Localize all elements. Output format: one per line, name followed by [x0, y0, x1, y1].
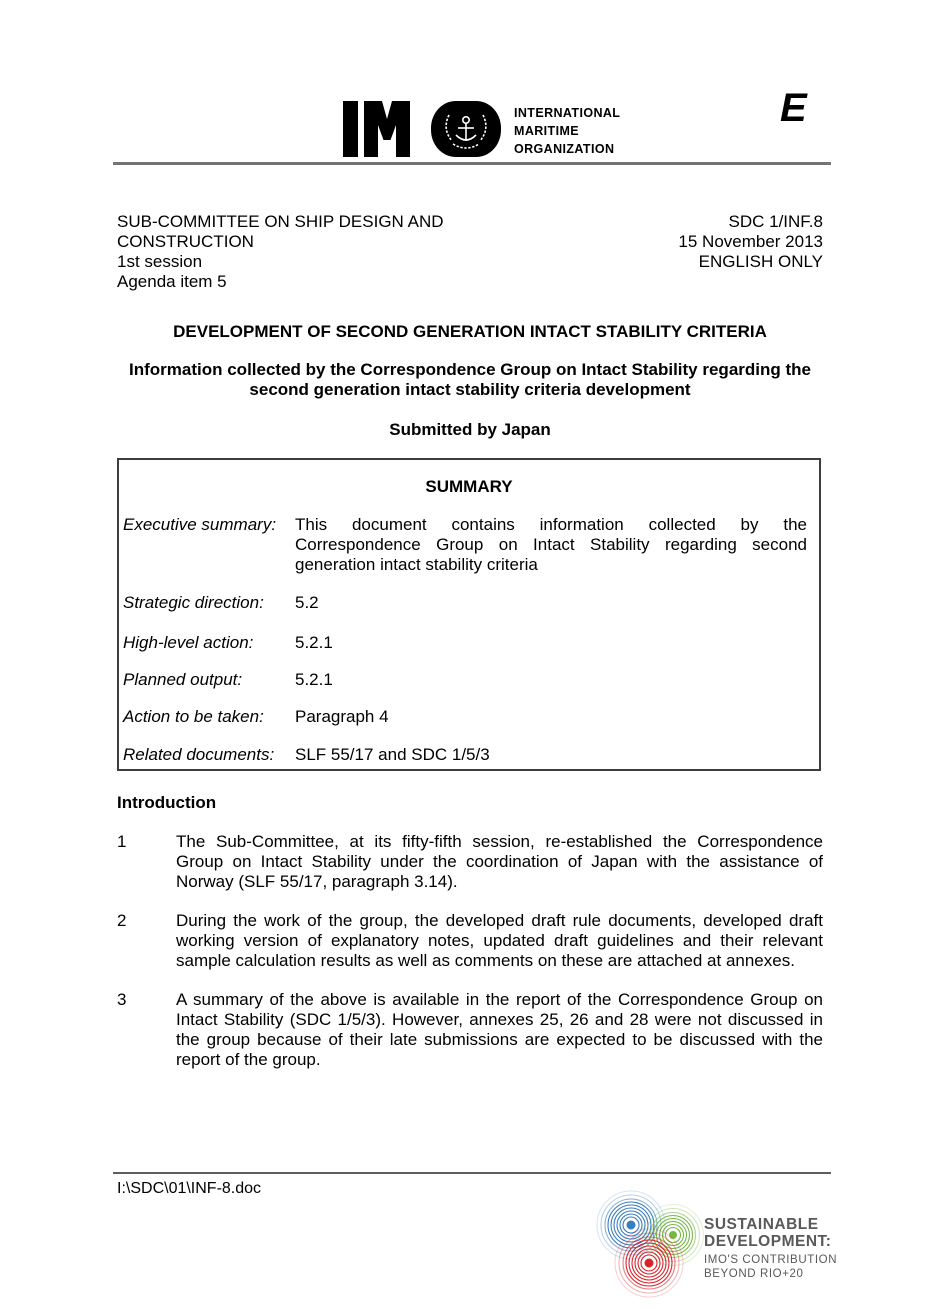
imo-logo-icon — [343, 101, 503, 157]
doc-reference: SDC 1/INF.8 — [728, 212, 823, 231]
summary-row-action — [123, 707, 807, 727]
submitted-by: Submitted by Japan — [389, 420, 551, 439]
imo-logo — [343, 101, 620, 158]
org-name-line: ORGANIZATION — [514, 142, 615, 156]
sustainable-development-rings-icon — [596, 1190, 708, 1307]
paragraph-text: A summary of the above is available in the report of the Correspondence Group on Intact Stability (SDC 1/5/3). However, annexes 25, 26 and 28 were not discussed in the group because of their late submissions are expected to be discussed with the report of the group. — [176, 990, 823, 1069]
paragraph-1 — [117, 832, 823, 892]
sd-subtitle-line: BEYOND RIO+20 — [704, 1268, 804, 1280]
paragraph-number: 3 — [117, 990, 127, 1009]
org-name-line: INTERNATIONAL — [514, 106, 621, 120]
summary-label: Related documents: — [123, 745, 275, 764]
file-path: I:\SDC\01\INF-8.doc — [117, 1180, 262, 1197]
sd-subtitle — [704, 1253, 837, 1281]
summary-label: High-level action: — [123, 633, 254, 652]
header-rule — [113, 162, 831, 165]
footer-rule — [113, 1172, 831, 1174]
subtitle-line: Information collected by the Correspondence Group on Intact Stability regarding the — [129, 360, 811, 379]
subtitle-line: second generation intact stability criteria development — [249, 380, 691, 399]
summary-row-related-docs — [123, 745, 807, 765]
summary-row-executive — [123, 515, 807, 575]
summary-label: Strategic direction: — [123, 593, 264, 612]
sustainable-development-logo — [596, 1190, 837, 1307]
doc-language: ENGLISH ONLY — [698, 252, 823, 271]
paragraph-2 — [117, 911, 823, 971]
summary-value: Paragraph 4 — [295, 707, 389, 726]
summary-value: SLF 55/17 and SDC 1/5/3 — [295, 745, 490, 764]
summary-row-planned-output — [123, 670, 807, 690]
paragraph-number: 2 — [117, 911, 127, 930]
sd-subtitle-line: IMO'S CONTRIBUTION — [704, 1254, 838, 1266]
doc-ref-block — [678, 212, 823, 292]
sustainable-development-text — [704, 1216, 837, 1307]
summary-value: 5.2.1 — [295, 670, 333, 689]
sd-title-line: SUSTAINABLE — [704, 1216, 819, 1233]
org-name — [514, 101, 620, 158]
sd-title-line: DEVELOPMENT: — [704, 1233, 832, 1250]
summary-label: Planned output: — [123, 670, 243, 689]
paragraph-text: During the work of the group, the developed draft rule documents, developed draft working version of explanatory notes, updated draft guidelines and their relevant sample calculation results as well as comments on these are attached at annexes. — [176, 911, 823, 970]
session-line: 1st session — [117, 252, 203, 271]
paragraph-number: 1 — [117, 832, 127, 851]
paragraph-text: The Sub-Committee, at its fifty-fifth session, re-established the Correspondence Group on Intact Stability under the coordination of Japan with the assistance of Norway (SLF 55/17, paragraph 3.14). — [176, 832, 823, 891]
committee-line: CONSTRUCTION — [117, 232, 254, 251]
paragraph-3 — [117, 990, 823, 1070]
summary-table — [117, 458, 821, 771]
document-meta — [117, 212, 823, 292]
doc-date: 15 November 2013 — [678, 232, 823, 251]
summary-value: This document contains information collected by the Correspondence Group on Intact Stability regarding second generation intact stability criteria — [295, 515, 807, 574]
org-name-line: MARITIME — [514, 124, 579, 138]
section-heading-introduction: Introduction — [117, 793, 217, 812]
document-subtitle — [117, 360, 823, 400]
summary-value: 5.2.1 — [295, 633, 333, 652]
document-title: DEVELOPMENT OF SECOND GENERATION INTACT STABILITY CRITERIA — [173, 322, 767, 341]
committee-line: SUB-COMMITTEE ON SHIP DESIGN AND — [117, 212, 444, 231]
summary-value: 5.2 — [295, 593, 319, 612]
language-letter: E — [780, 86, 807, 130]
committee-block — [117, 212, 444, 292]
summary-label: Action to be taken: — [123, 707, 264, 726]
summary-row-high-level — [123, 633, 807, 653]
agenda-line: Agenda item 5 — [117, 272, 227, 291]
summary-row-strategic — [123, 593, 807, 613]
summary-label: Executive summary: — [123, 515, 277, 534]
summary-heading: SUMMARY — [425, 477, 513, 496]
